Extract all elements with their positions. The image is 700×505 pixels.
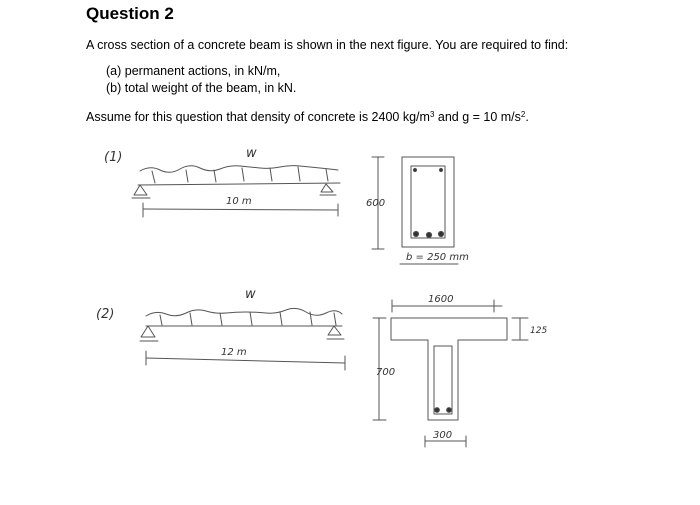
beam-1-elevation [132, 166, 340, 217]
figure-1-label: (1) [104, 150, 123, 165]
section-2-stirrup [434, 346, 452, 414]
question-title: Question 2 [86, 4, 174, 23]
figure-1-span-label: 10 m [226, 196, 252, 207]
beam-1-span-dimension [143, 209, 338, 210]
beam-2-elevation [140, 308, 345, 370]
beam-2-span-dimension [146, 358, 345, 363]
beam-1-left-support [134, 185, 147, 195]
section-2-outline [391, 318, 507, 420]
section-1-stirrup [411, 166, 445, 238]
part-b-text: (b) total weight of the beam, in kN. [106, 81, 297, 95]
figure-2-height-label: 700 [376, 367, 396, 378]
figure-1-width-label: b = 250 mm [406, 252, 469, 263]
beam-1-line [138, 183, 340, 185]
beam-1-udl [140, 166, 338, 173]
assumption-period: . [525, 110, 529, 124]
section-2-flange-thickness-dimension [512, 318, 528, 340]
beam-2-left-support [141, 326, 155, 337]
section-2-tee [373, 300, 528, 447]
assumption-density-exponent: 3 [429, 110, 435, 119]
beam-2-udl [146, 308, 342, 316]
figure-2-span-label: 12 m [221, 347, 247, 358]
beam-1-right-support [321, 184, 333, 192]
figure-1-load-label: w [246, 146, 257, 161]
beam-2-right-support [328, 326, 341, 335]
assumption-gravity: and g = 10 m/s [434, 110, 521, 124]
figure-2-label: (2) [96, 307, 115, 322]
figure-1-height-label: 600 [366, 198, 386, 209]
assumption-density: Assume for this question that density of concrete is 2400 kg/m [86, 110, 430, 124]
part-a-text: (a) permanent actions, in kN/m, [106, 64, 281, 78]
figure-2-flange-width-label: 1600 [428, 294, 454, 305]
intro-text: A cross section of a concrete beam is shown in the next figure. You are required to find: [86, 38, 569, 52]
assumption-gravity-exponent: 2 [520, 110, 526, 119]
section-1-rectangular [372, 157, 458, 264]
figure-2-load-label: w [245, 287, 256, 302]
figure-2-flange-thickness-label: 125 [530, 326, 548, 336]
figure-2-web-width-label: 300 [433, 430, 453, 441]
